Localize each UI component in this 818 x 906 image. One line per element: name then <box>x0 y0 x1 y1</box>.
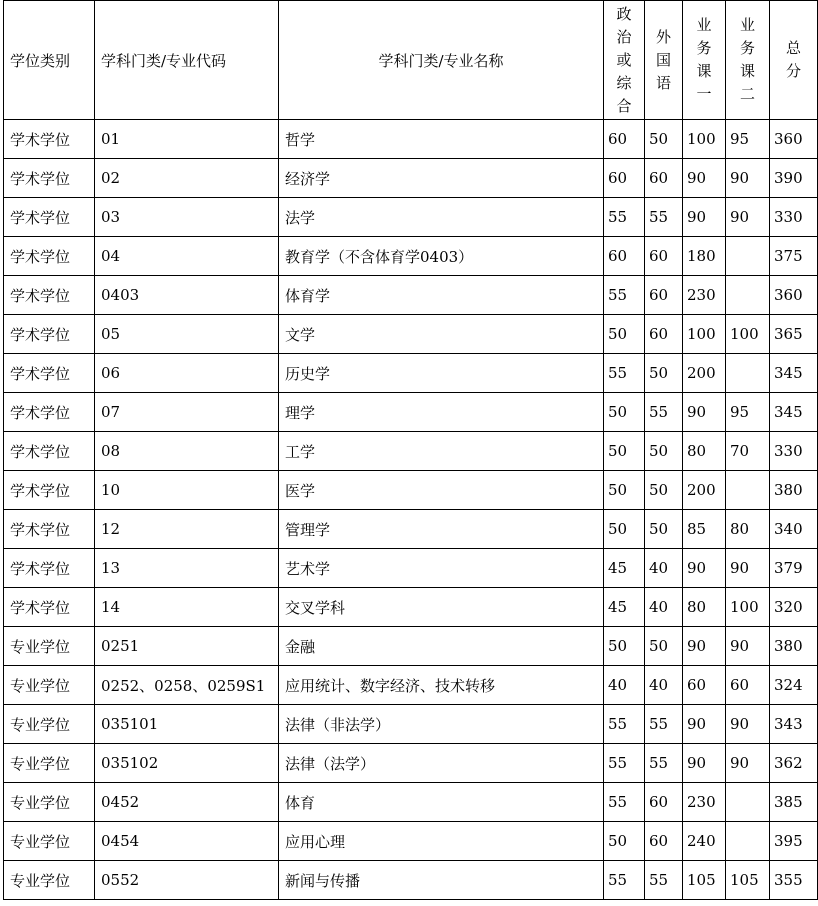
cell-politics: 50 <box>604 393 645 432</box>
header-char: 总 <box>785 39 801 57</box>
cell-course-one: 90 <box>683 627 726 666</box>
table-row <box>4 354 818 393</box>
header-politics <box>604 1 645 120</box>
cell-course-two: 90 <box>726 705 770 744</box>
table-row <box>4 666 818 705</box>
header-char: 课 <box>739 62 755 80</box>
cell-foreign-language: 60 <box>645 783 683 822</box>
cell-code: 0403 <box>95 276 279 315</box>
cell-course-one: 100 <box>683 120 726 159</box>
cell-politics: 50 <box>604 432 645 471</box>
cell-course-two <box>726 822 770 861</box>
cell-name: 法律（非法学） <box>279 705 604 744</box>
cell-total: 385 <box>770 783 818 822</box>
cell-name: 历史学 <box>279 354 604 393</box>
cell-course-two <box>726 354 770 393</box>
cell-course-two: 95 <box>726 393 770 432</box>
score-table <box>3 0 818 900</box>
cell-course-two: 70 <box>726 432 770 471</box>
cell-degree-type: 专业学位 <box>4 666 95 705</box>
table-row <box>4 120 818 159</box>
cell-degree-type: 专业学位 <box>4 783 95 822</box>
table-row <box>4 237 818 276</box>
cell-politics: 50 <box>604 315 645 354</box>
cell-degree-type: 学术学位 <box>4 120 95 159</box>
header-char: 业 <box>696 16 712 34</box>
header-char: 语 <box>655 73 671 92</box>
cell-course-one: 90 <box>683 705 726 744</box>
cell-code: 0552 <box>95 861 279 900</box>
cell-degree-type: 学术学位 <box>4 510 95 549</box>
cell-course-two: 95 <box>726 120 770 159</box>
cell-code: 13 <box>95 549 279 588</box>
cell-name: 交叉学科 <box>279 588 604 627</box>
table-row <box>4 744 818 783</box>
table-row <box>4 276 818 315</box>
cell-foreign-language: 40 <box>645 666 683 705</box>
cell-total: 375 <box>770 237 818 276</box>
table-row <box>4 159 818 198</box>
cell-degree-type: 学术学位 <box>4 354 95 393</box>
cell-name: 医学 <box>279 471 604 510</box>
cell-politics: 60 <box>604 159 645 198</box>
cell-code: 0252、0258、0259S1 <box>95 666 279 705</box>
cell-politics: 55 <box>604 354 645 393</box>
cell-name: 新闻与传播 <box>279 861 604 900</box>
cell-politics: 55 <box>604 198 645 237</box>
cell-foreign-language: 60 <box>645 822 683 861</box>
table-row <box>4 783 818 822</box>
header-code: 学科门类/专业代码 <box>95 1 279 120</box>
header-char: 合 <box>616 96 632 115</box>
cell-politics: 60 <box>604 237 645 276</box>
cell-total: 365 <box>770 315 818 354</box>
cell-degree-type: 专业学位 <box>4 705 95 744</box>
header-char: 务 <box>739 39 755 57</box>
table-row <box>4 861 818 900</box>
table-row <box>4 549 818 588</box>
cell-code: 0452 <box>95 783 279 822</box>
cell-course-one: 90 <box>683 744 726 783</box>
cell-foreign-language: 60 <box>645 315 683 354</box>
header-char: 分 <box>785 62 801 80</box>
cell-code: 01 <box>95 120 279 159</box>
table-row <box>4 705 818 744</box>
cell-course-one: 80 <box>683 588 726 627</box>
header-char: 业 <box>739 16 755 34</box>
cell-name: 文学 <box>279 315 604 354</box>
cell-degree-type: 学术学位 <box>4 276 95 315</box>
cell-total: 380 <box>770 471 818 510</box>
table-row <box>4 471 818 510</box>
cell-politics: 40 <box>604 666 645 705</box>
cell-course-two <box>726 783 770 822</box>
cell-foreign-language: 55 <box>645 393 683 432</box>
cell-degree-type: 学术学位 <box>4 198 95 237</box>
cell-course-two: 90 <box>726 744 770 783</box>
cell-politics: 55 <box>604 705 645 744</box>
cell-foreign-language: 60 <box>645 159 683 198</box>
cell-foreign-language: 50 <box>645 120 683 159</box>
cell-politics: 50 <box>604 471 645 510</box>
header-char: 务 <box>696 39 712 57</box>
table-row <box>4 588 818 627</box>
cell-course-one: 240 <box>683 822 726 861</box>
cell-course-one: 230 <box>683 783 726 822</box>
header-char: 课 <box>696 62 712 80</box>
header-degree-type: 学位类别 <box>4 1 95 120</box>
header-row <box>4 1 818 120</box>
cell-total: 320 <box>770 588 818 627</box>
header-char: 一 <box>696 85 712 103</box>
cell-code: 02 <box>95 159 279 198</box>
cell-course-one: 90 <box>683 549 726 588</box>
cell-foreign-language: 50 <box>645 510 683 549</box>
cell-total: 379 <box>770 549 818 588</box>
table-row <box>4 627 818 666</box>
cell-politics: 45 <box>604 588 645 627</box>
cell-course-two <box>726 471 770 510</box>
cell-code: 10 <box>95 471 279 510</box>
cell-name: 法律（法学） <box>279 744 604 783</box>
cell-foreign-language: 40 <box>645 588 683 627</box>
cell-name: 体育学 <box>279 276 604 315</box>
table-row <box>4 432 818 471</box>
cell-name: 工学 <box>279 432 604 471</box>
cell-degree-type: 学术学位 <box>4 393 95 432</box>
cell-degree-type: 学术学位 <box>4 588 95 627</box>
cell-politics: 50 <box>604 822 645 861</box>
cell-course-two <box>726 276 770 315</box>
cell-course-two: 60 <box>726 666 770 705</box>
header-course-one <box>683 1 726 120</box>
cell-degree-type: 学术学位 <box>4 549 95 588</box>
cell-degree-type: 学术学位 <box>4 471 95 510</box>
cell-name: 应用统计、数字经济、技术转移 <box>279 666 604 705</box>
cell-degree-type: 学术学位 <box>4 159 95 198</box>
header-total <box>770 1 818 120</box>
table-row <box>4 315 818 354</box>
cell-code: 0251 <box>95 627 279 666</box>
cell-name: 理学 <box>279 393 604 432</box>
cell-degree-type: 学术学位 <box>4 237 95 276</box>
cell-course-two: 105 <box>726 861 770 900</box>
cell-course-one: 60 <box>683 666 726 705</box>
cell-politics: 55 <box>604 276 645 315</box>
cell-name: 应用心理 <box>279 822 604 861</box>
cell-total: 395 <box>770 822 818 861</box>
cell-code: 035101 <box>95 705 279 744</box>
cell-course-two: 80 <box>726 510 770 549</box>
cell-name: 教育学（不含体育学0403） <box>279 237 604 276</box>
cell-code: 12 <box>95 510 279 549</box>
cell-politics: 50 <box>604 510 645 549</box>
cell-total: 324 <box>770 666 818 705</box>
cell-course-two: 90 <box>726 159 770 198</box>
cell-course-one: 200 <box>683 471 726 510</box>
cell-total: 343 <box>770 705 818 744</box>
table-row <box>4 393 818 432</box>
cell-total: 362 <box>770 744 818 783</box>
cell-total: 355 <box>770 861 818 900</box>
header-course-two <box>726 1 770 120</box>
table-row <box>4 510 818 549</box>
cell-foreign-language: 50 <box>645 354 683 393</box>
cell-degree-type: 学术学位 <box>4 315 95 354</box>
header-char: 二 <box>739 85 755 103</box>
cell-politics: 60 <box>604 120 645 159</box>
cell-politics: 55 <box>604 744 645 783</box>
cell-politics: 55 <box>604 861 645 900</box>
cell-course-one: 105 <box>683 861 726 900</box>
cell-politics: 50 <box>604 627 645 666</box>
cell-code: 05 <box>95 315 279 354</box>
cell-course-one: 230 <box>683 276 726 315</box>
cell-code: 03 <box>95 198 279 237</box>
cell-code: 07 <box>95 393 279 432</box>
cell-foreign-language: 55 <box>645 705 683 744</box>
header-name: 学科门类/专业名称 <box>279 1 604 120</box>
cell-foreign-language: 50 <box>645 627 683 666</box>
cell-degree-type: 专业学位 <box>4 744 95 783</box>
cell-code: 04 <box>95 237 279 276</box>
cell-degree-type: 专业学位 <box>4 822 95 861</box>
cell-course-one: 200 <box>683 354 726 393</box>
cell-total: 330 <box>770 198 818 237</box>
header-char: 综 <box>616 73 632 92</box>
cell-name: 艺术学 <box>279 549 604 588</box>
cell-foreign-language: 40 <box>645 549 683 588</box>
header-char: 治 <box>616 27 632 46</box>
cell-course-two: 100 <box>726 588 770 627</box>
cell-total: 360 <box>770 120 818 159</box>
cell-name: 经济学 <box>279 159 604 198</box>
cell-politics: 55 <box>604 783 645 822</box>
cell-name: 法学 <box>279 198 604 237</box>
cell-foreign-language: 60 <box>645 276 683 315</box>
table-row <box>4 198 818 237</box>
cell-course-one: 100 <box>683 315 726 354</box>
cell-degree-type: 专业学位 <box>4 861 95 900</box>
cell-course-two <box>726 237 770 276</box>
header-char: 或 <box>616 50 632 69</box>
cell-name: 金融 <box>279 627 604 666</box>
cell-course-two: 90 <box>726 549 770 588</box>
cell-total: 380 <box>770 627 818 666</box>
cell-course-one: 80 <box>683 432 726 471</box>
cell-course-one: 90 <box>683 159 726 198</box>
table-row <box>4 822 818 861</box>
cell-politics: 45 <box>604 549 645 588</box>
cell-code: 14 <box>95 588 279 627</box>
cell-degree-type: 专业学位 <box>4 627 95 666</box>
cell-code: 08 <box>95 432 279 471</box>
cell-name: 管理学 <box>279 510 604 549</box>
header-char: 政 <box>616 4 632 23</box>
cell-foreign-language: 50 <box>645 432 683 471</box>
cell-foreign-language: 55 <box>645 198 683 237</box>
cell-name: 体育 <box>279 783 604 822</box>
cell-name: 哲学 <box>279 120 604 159</box>
cell-code: 0454 <box>95 822 279 861</box>
cell-total: 345 <box>770 354 818 393</box>
header-foreign-language <box>645 1 683 120</box>
cell-total: 390 <box>770 159 818 198</box>
cell-course-two: 100 <box>726 315 770 354</box>
cell-foreign-language: 60 <box>645 237 683 276</box>
cell-course-two: 90 <box>726 198 770 237</box>
cell-course-one: 180 <box>683 237 726 276</box>
cell-code: 06 <box>95 354 279 393</box>
cell-foreign-language: 55 <box>645 744 683 783</box>
cell-foreign-language: 55 <box>645 861 683 900</box>
cell-total: 345 <box>770 393 818 432</box>
cell-course-two: 90 <box>726 627 770 666</box>
cell-total: 340 <box>770 510 818 549</box>
cell-foreign-language: 50 <box>645 471 683 510</box>
header-char: 外 <box>655 27 671 46</box>
cell-code: 035102 <box>95 744 279 783</box>
cell-total: 330 <box>770 432 818 471</box>
cell-course-one: 85 <box>683 510 726 549</box>
cell-total: 360 <box>770 276 818 315</box>
cell-course-one: 90 <box>683 393 726 432</box>
header-char: 国 <box>655 50 671 69</box>
cell-course-one: 90 <box>683 198 726 237</box>
cell-degree-type: 学术学位 <box>4 432 95 471</box>
